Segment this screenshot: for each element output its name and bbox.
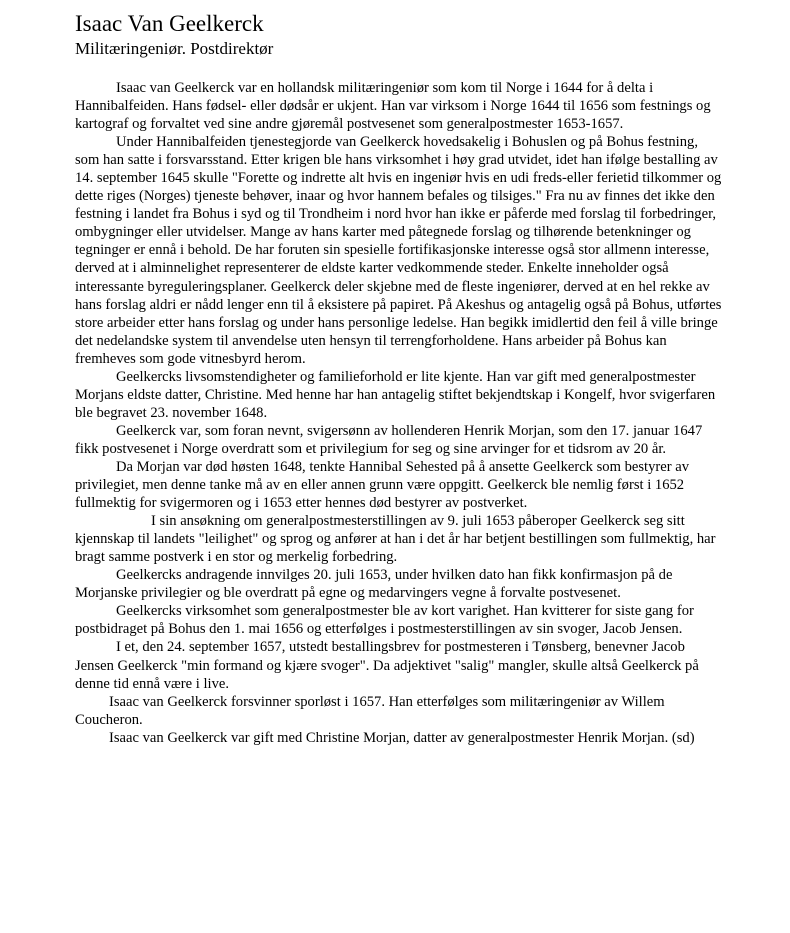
paragraph: Geelkerck var, som foran nevnt, svigersønn av hollenderen Henrik Morjan, som den 17. januar 1647 fikk postvesenet i Norge overdratt som et privilegium for seg og sine arvinger for et tidsrom av 20 år. <box>75 422 703 457</box>
paragraph: Geelkercks andragende innvilges 20. juli 1653, under hvilken dato han fikk konfirmasjon på de Morjanske privilegier og ble overdratt på egne og medarvingers vegne å forvalte postvesenet. <box>75 567 673 602</box>
paragraph: Under Hannibalfeiden tjenestegjorde van Geelkerck hovedsakelig i Bohuslen og på Bohus festning, som han satte i forsvarsstand. Etter krigen ble hans virksomhet i høy grad utvidet, idet han ifølge bestalling av 14. september 1645 skulle "Forette og indrette alt hvis en ingeniør hvis en udi freds-eller ferietid tilkommer og dette riges (Norges) tjeneste behøver, inaar og hvor hannem befales og tilsiges." Fra nu av finnes det ikke den festning i landet fra Bohus i syd og til Trondheim i nord hvor han ikke er påferde med forslag til forbedringer, ombygninger eller utvidelser. Mange av hans karter med påtegnede forslag og tilhørende betenkninger og tegninger er ennå i behold. De har foruten sin spesielle fortifikasjonske interesse også stor allmenn interesse, derved at i alminnelighet representerer de eldste karter vedkommende steder. Enkelte inneholder også interessante byreguleringsplaner. Geelkerck deler skjebne med de fleste ingeniører, derved at en hel rekke av hans forslag aldri er nådd lenger enn til å eksistere på papiret. På Akeshus og antagelig også på Bohus, utførtes store arbeider etter hans forslag og under hans personlige ledelse. Han begikk imidlertid den feil å ville bringe det nedelandske system til anvendelse uten hensyn til terrengforholdene. Hans arbeider på Bohus kan fremheves som gode vitnesbyrd herom. <box>75 134 722 367</box>
paragraph: I et, den 24. september 1657, utstedt bestallingsbrev for postmesteren i Tønsberg, benevner Jacob Jensen Geelkerck "min formand og kjære svoger". Da adjektivet "salig" mangler, skulle altså Geelkerck på denne tid ennå være i live. <box>75 639 699 692</box>
document-subtitle: Militæringeniør. Postdirektør <box>75 39 274 58</box>
paragraph: Isaac van Geelkerck var gift med Christine Morjan, datter av generalpostmester Henrik Morjan. (sd) <box>109 729 695 746</box>
document-title: Isaac Van Geelkerck <box>75 11 264 36</box>
paragraph: Da Morjan var død høsten 1648, tenkte Hannibal Sehested på å ansette Geelkerck som bestyrer av privilegiet, men denne tanke må av en eller annen grunn være oppgitt. Geelkerck ble nemlig først i 1652 fullmektig for svigermoren og i 1653 etter hennes død bestyrer av postverket. <box>75 458 690 512</box>
paragraph: Isaac van Geelkerck var en hollandsk militæringeniør som kom til Norge i 1644 for å delta i Hannibalfeiden. Hans fødsel- eller dødsår er ukjent. Han var virksom i Norge 1644 til 1656 som festnings og kartograf og forvaltet ved sine andre gjøremål postvesenet som generalpostmester 1653-1657. <box>75 80 711 133</box>
paragraph: Isaac van Geelkerck forsvinner sporløst i 1657. Han etterfølges som militæringeniør av Willem Coucheron. <box>75 693 665 728</box>
paragraph: I sin ansøkning om generalpostmesterstillingen av 9. juli 1653 påberoper Geelkerck seg sitt kjennskap til landets "leilighet" og sprog og anfører at han i det år har betjent bestillingen som fullmektig, har bragt samme postverk i en stor og merkelig forbedring. <box>75 513 716 566</box>
paragraph: Geelkercks livsomstendigheter og familieforhold er lite kjente. Han var gift med generalpostmester Morjans eldste datter, Christine. Med henne har han antagelig stiftet bekjendtskap i Kongelf, hvor svigerfaren ble begravet 23. november 1648. <box>75 368 716 421</box>
document-body <box>75 79 725 747</box>
paragraph: Geelkercks virksomhet som generalpostmester ble av kort varighet. Han kvitterer for siste gang for postbidraget på Bohus den 1. mai 1656 og etterfølges i postmesterstillingen av sin svoger, Jacob Jensen. <box>75 603 694 638</box>
